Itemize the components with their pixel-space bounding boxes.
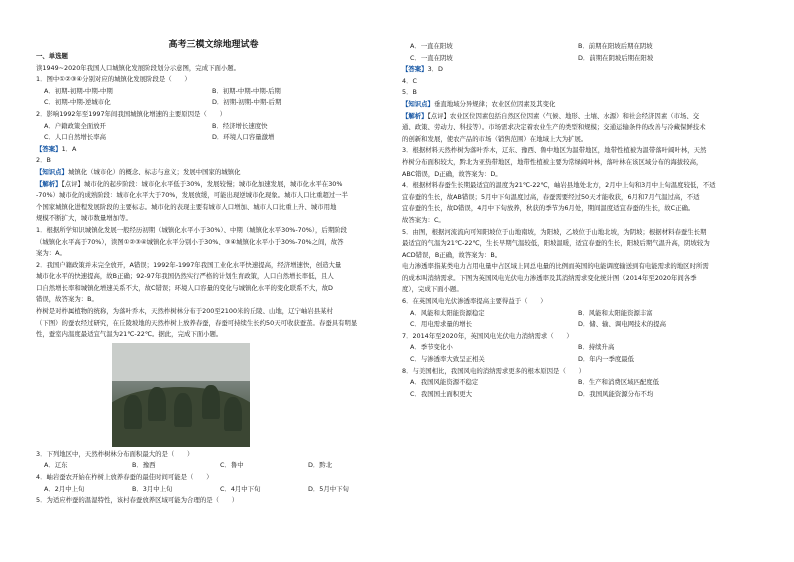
text-line: [402, 273, 757, 285]
text-line: [402, 99, 757, 111]
option-row: [402, 342, 757, 354]
option-row: [402, 319, 757, 331]
text-line: [402, 192, 757, 204]
village-photo: [112, 343, 250, 447]
option-choice: D．5月中下旬: [308, 484, 349, 493]
line-text: 3．D: [427, 65, 443, 74]
text-line: [36, 318, 391, 330]
label-tag: 【答案】: [402, 65, 428, 74]
text-line: [402, 250, 757, 262]
text-line: [402, 238, 757, 250]
text-line: [402, 203, 757, 215]
text-line: [36, 449, 391, 461]
line-text: 2．我国户籍政策并未完全放开，A错误；1992年-1997年我国工业化水平快速提高，经济增速快，创造大量: [36, 260, 342, 269]
text-line: [36, 495, 391, 507]
option-row: [402, 41, 757, 53]
line-text: 1．图中①②③④分别对应的城镇化发展阶段是（ ）: [36, 75, 191, 84]
text-line: [36, 306, 391, 318]
text-line: [36, 190, 391, 202]
option-row: [36, 121, 391, 133]
text-line: [36, 167, 391, 179]
label-tag: 【知识点】: [36, 167, 68, 176]
line-text: 城镇化（城市化）的概念、标志与意义；发展中国家的城镇化: [67, 167, 241, 176]
option-choice: B．初期-中期-中期-后期: [212, 86, 281, 95]
option-choice: B．3月中上旬: [132, 484, 173, 493]
option-choice: D．年内一季度最低: [578, 355, 635, 364]
text-line: [402, 331, 757, 343]
line-text: 读1949~2020年我国人口城镇化发展阶段划分示意图，完成下面小题。: [36, 63, 241, 72]
line-text: 柞树分布面积较大，黔北为亚热带地区，地带性植被主要为常绿阔叶林，落叶林在该区域分布的海拔较高，: [402, 157, 703, 166]
text-line: [402, 122, 757, 134]
line-text: 2．B: [36, 156, 51, 165]
text-line: [36, 225, 391, 237]
line-text: 柞树是对柞属植物的统称，为落叶乔木，天然柞树林分布于200至2100米的丘陵、山地，辽宁岫岩县某村: [36, 307, 333, 316]
text-line: [402, 215, 757, 227]
option-choice: C．4月中下旬: [220, 484, 261, 493]
text-line: [36, 155, 391, 167]
line-text: 3．下列地区中，天然柞树林分布面积最大的是（ ）: [36, 449, 194, 458]
line-text: 规模不断扩大，城市数量增加等。: [36, 214, 132, 223]
option-choice: A．我国风能资源不稳定: [410, 378, 479, 387]
option-row: [402, 389, 757, 401]
option-choice: B．豫西: [132, 461, 156, 470]
line-text: 高考三模文综地理试卷: [168, 40, 259, 50]
option-row: [36, 97, 391, 109]
photo-sky: [112, 343, 250, 381]
text-line: [402, 180, 757, 192]
line-text: 性，蚕室内温度最适宜气温为21℃-22℃。据此，完成下面小题。: [36, 330, 223, 339]
option-choice: B．持续升高: [578, 343, 615, 352]
text-line: [402, 296, 757, 308]
line-text: ACD错误，B正确，故答案为：B。: [402, 250, 502, 259]
line-text: 2．影响1992年至1997年间我国城镇化增速的主要原因是（ ）: [36, 109, 226, 118]
option-choice: C．与渗透率大致呈正相关: [410, 355, 485, 364]
line-text: 案为：A。: [36, 249, 66, 258]
option-choice: D．前期在阴坡后期在阳坡: [578, 53, 654, 62]
text-line: [36, 74, 391, 86]
option-choice: C．用电需求量的增长: [410, 320, 472, 329]
line-text: 的成本叫消纳需求。下图为英国风电光伏电力渗透率及其消纳需求变化统计图（2014年至2020年间各季: [402, 273, 697, 282]
text-line: [402, 261, 757, 273]
option-choice: B．经济增长速度快: [212, 121, 268, 130]
text-line: [402, 227, 757, 239]
text-line: [36, 283, 391, 295]
option-choice: A．风能和太阳能资源稳定: [410, 308, 485, 317]
option-row: [402, 354, 757, 366]
option-choice: D．我国风能资源分布不均: [578, 389, 654, 398]
line-text: 宜春蚕的生长，故AB错误；5月中下旬温度过高，春蚕需要经过50天才能收获，6月和7月气温过高，不适: [402, 192, 700, 201]
left-column: [36, 36, 391, 507]
line-text: 5．由图，根据河流流向可知阳坡位于山地南坡，为阳坡，乙坡位于山地北坡，为阴坡；根据材料春蚕生长期: [402, 227, 707, 236]
line-text: 城市化水平的快速提高，故B正确；92-97年我国仍然实行严格的计划生育政策，人口自然增长率低，且人: [36, 272, 334, 281]
option-choice: D．初期-初期-中期-后期: [212, 98, 282, 107]
text-line: [36, 329, 391, 341]
line-text: 5．B: [402, 88, 417, 97]
label-tag: 【知识点】: [402, 99, 434, 108]
option-choice: C．鲁中: [220, 461, 244, 470]
text-line: [36, 63, 391, 75]
text-line: [36, 248, 391, 260]
line-text: 1．A: [61, 144, 77, 153]
text-line: [36, 202, 391, 214]
line-text: 电力渗透率指某类电力占用电量中占区域上同总电量的比例而英国的电能调度输送到有电能需求的地区时所需: [402, 262, 709, 271]
text-line: [36, 109, 391, 121]
option-row: [402, 53, 757, 65]
text-line: [402, 169, 757, 181]
option-choice: B．生产和消费区域匹配度低: [578, 378, 660, 387]
option-choice: D．黔北: [308, 461, 333, 470]
line-text: ABC错误，D正确，故答案为：D。: [402, 169, 502, 178]
option-choice: A．季节变化小: [410, 343, 453, 352]
line-text: 7．2014年至2020年，英国风电光伏电力消纳需求（ ）: [402, 331, 573, 340]
label-tag: 【解析】: [36, 179, 62, 188]
text-line: [36, 271, 391, 283]
line-text: 错误，故答案为：B。: [36, 295, 98, 304]
line-text: 故答案为：C。: [402, 215, 445, 224]
text-line: [402, 366, 757, 378]
option-row: [36, 460, 391, 472]
text-line: [402, 145, 757, 157]
text-line: [402, 111, 757, 123]
option-choice: D．环境人口容量激增: [212, 133, 275, 142]
option-choice: A．辽东: [44, 461, 68, 470]
option-choice: C．我国国土面积更大: [410, 389, 472, 398]
line-text: 度），完成下面小题。: [402, 285, 463, 294]
line-text: 3．根据材料天然柞树为落叶乔木，辽东、豫西、鲁中地区为温带地区，地带性植被为温带落叶阔叶林，天然: [402, 146, 707, 155]
option-choice: B．风能和太阳能资源丰富: [578, 308, 653, 317]
text-line: [36, 472, 391, 484]
photo-tree: [224, 397, 242, 431]
label-tag: 【解析】: [402, 111, 428, 120]
option-row: [402, 308, 757, 320]
text-line: [36, 144, 391, 156]
text-line: [36, 237, 391, 249]
photo-tree: [174, 393, 192, 427]
text-line: [402, 284, 757, 296]
option-choice: C．人口自然增长率高: [44, 133, 106, 142]
label-tag: 【答案】: [36, 144, 62, 153]
line-text: 个国家城镇化进程发展阶段的主要标志。城市化的表现主要有城市人口增加、城市人口比重上升、城市用地: [36, 202, 337, 211]
line-text: 4．岫岩蚕农开始在柞树上放养春蚕的最佳时间可能是（ ）: [36, 473, 213, 482]
photo-tree: [202, 385, 220, 419]
line-text: 6．在英国风电光伏渗透率提高主要得益于（ ）: [402, 297, 547, 306]
option-row: [36, 86, 391, 98]
line-text: 垂直地域分异规律；农业区位因素及其变化: [433, 99, 556, 108]
option-choice: A．一直在阳坡: [410, 42, 453, 50]
line-text: 一、单选题: [36, 52, 68, 60]
text-line: [36, 213, 391, 225]
line-text: 宜春蚕的生长，故D错误，4月中下旬放养，秋获的季节为6月处，期间温度适宜春蚕的生长，故C正确。: [402, 204, 695, 213]
line-text: （下图）的蚕农经过研究，在丘陵坡地的天然柞树上放养春蚕，春蚕可持续生长约50天可收获蚕茧。春蚕具有明显: [36, 318, 358, 327]
line-text: 的创新和发展，使农产品的市场（销售范围）在地域上大为扩展。: [402, 134, 588, 143]
line-text: 最适宜的气温为21℃-22℃，生长早期气温较低，阳坡温暖，适宜春蚕的生长，阳坡后期气温升高，阴坡较为: [402, 239, 710, 248]
text-line: [402, 87, 757, 99]
text-line: [402, 64, 757, 76]
line-text: 【点评】农业区位因素包括自然区位因素（气候、地形、土壤、水源）和社会经济因素（市场、交: [427, 111, 700, 120]
line-text: 8．与美国相比，我国风电的消纳需求更多的根本原因是（ ）: [402, 366, 586, 375]
photo-tree: [124, 395, 142, 429]
option-row: [36, 132, 391, 144]
option-choice: A．户籍政策全面放开: [44, 121, 106, 130]
text-line: [36, 260, 391, 272]
option-choice: C．一直在阴坡: [410, 53, 453, 62]
page-title: [36, 39, 391, 51]
line-text: （城镇化水平高于70%），读图①②③④城镇化水平分别小于30%、③④城镇化水平小于30%-70%之间，故答: [36, 237, 344, 246]
photo-tree: [148, 387, 166, 421]
line-text: 口自然增长率和城镇化增速关系不大，故C错误；环境人口容量的变化与城镇化水平的变化联系不大，故D: [36, 283, 333, 292]
option-row: [402, 377, 757, 389]
section-heading: [36, 51, 391, 63]
line-text: 4．根据材料春蚕生长期最适宜的温度为21℃-22℃，岫岩县地处北方，2月中上旬和3月中上旬温度较低，不适: [402, 181, 716, 190]
option-choice: D．储、输、调电网技术的提高: [578, 320, 666, 329]
option-row: [36, 484, 391, 496]
line-text: -70%）城市化的成熟阶段：城市化水平大于70%，发展放缓，可能出现逆城市化现象。城市人口比重超过一半: [36, 191, 348, 200]
line-text: 1．根据所学知识城镇化发展一般经历初期（城镇化水平小于30%）、中期（城镇化水平30%-70%），后期阶段: [36, 225, 347, 234]
text-line: [402, 157, 757, 169]
text-line: [402, 134, 757, 146]
right-column: [402, 41, 757, 400]
option-choice: A．初期-初期-中期-中期: [44, 86, 113, 95]
option-choice: B．前期在阳坡后期在阴坡: [578, 42, 653, 50]
text-line: [36, 294, 391, 306]
text-line: [402, 76, 757, 88]
line-text: 4．C: [402, 76, 417, 85]
line-text: 【点评】城市化的起步阶段：城市化水平低于30%，发展较慢；城市化加速发展，城市化水平在30%: [61, 179, 343, 188]
line-text: 5．为适应柞蚕的温湿特性，该村春蚕放养区域可能为合理的是（ ）: [36, 496, 239, 505]
option-choice: A．2月中上旬: [44, 484, 85, 493]
text-line: [36, 179, 391, 191]
line-text: 通、政策、劳动力、科技等）。市场需求决定着农业生产的类型和规模；交通运输条件的改善与冷藏保鲜技术: [402, 123, 706, 132]
option-choice: C．初期-中期-逆城市化: [44, 98, 111, 107]
